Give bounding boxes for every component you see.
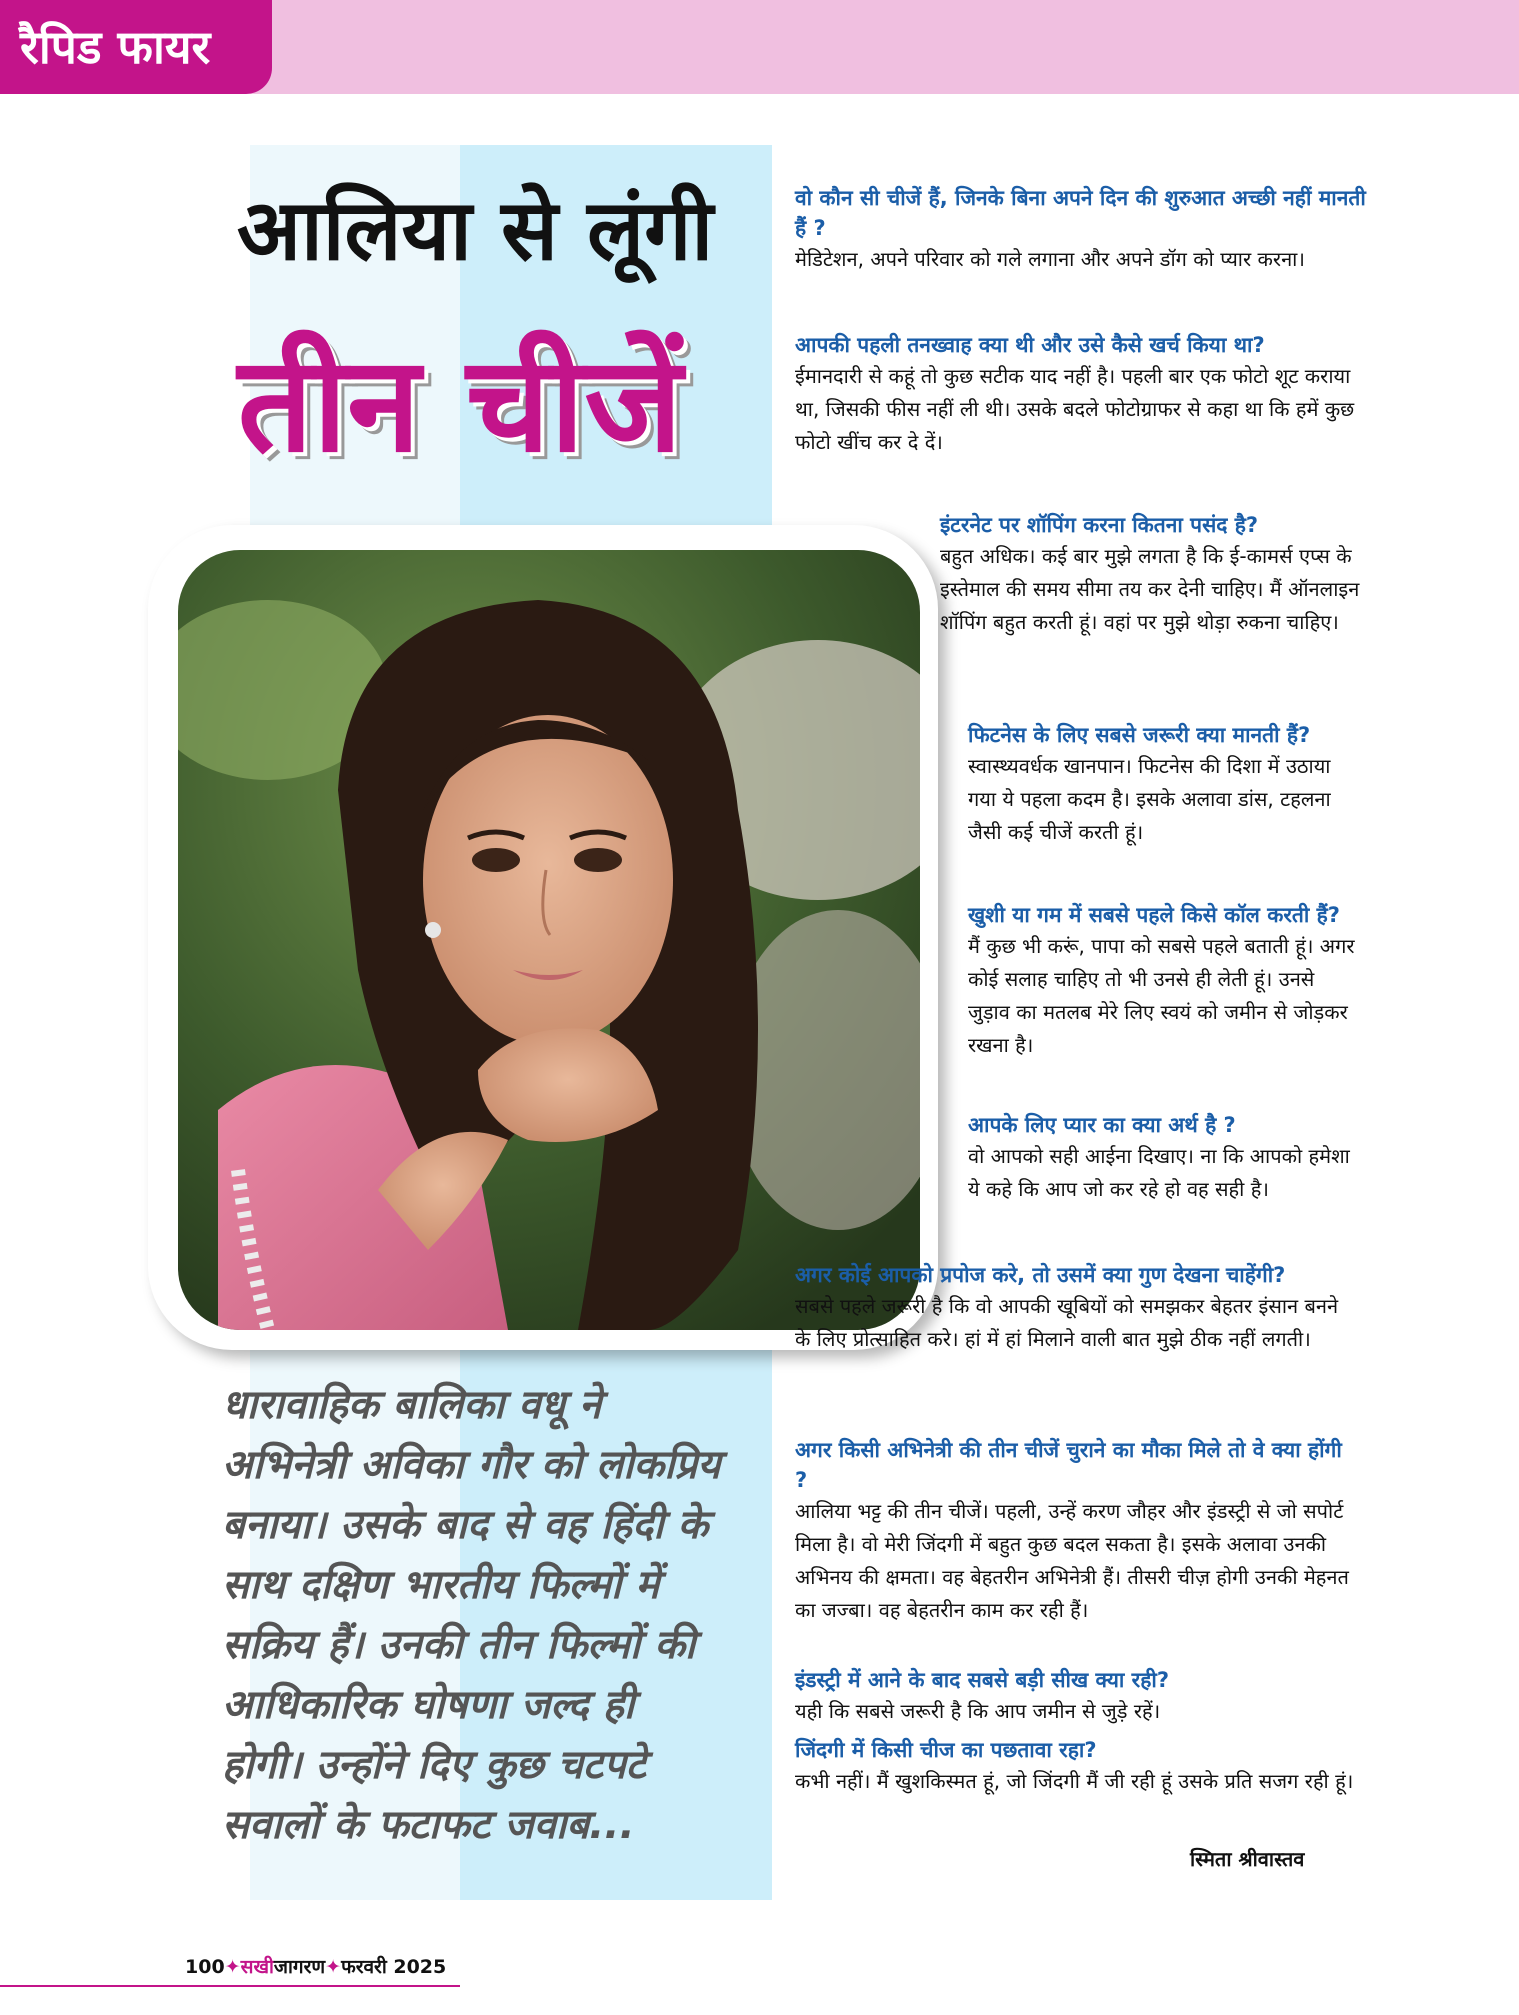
question-10: जिंदगी में किसी चीज का पछतावा रहा? — [795, 1738, 1097, 1762]
issue-month: फरवरी 2025 — [341, 1956, 447, 1978]
footer-rule — [0, 1985, 460, 1987]
answer-1: मेडिटेशन, अपने परिवार को गले लगाना और अपने डॉग को प्यार करना। — [795, 247, 1305, 271]
qa-block-5 — [968, 900, 1361, 1062]
answer-9: यही कि सबसे जरूरी है कि आप जमीन से जुड़े रहें। — [795, 1699, 1161, 1723]
author-byline: स्मिता श्रीवास्तव — [1190, 1847, 1305, 1871]
answer-10: कभी नहीं। मैं खुशकिस्मत हूं, जो जिंदगी मैं जी रही हूं उसके प्रति सजग रही हूं। — [795, 1769, 1354, 1793]
question-2: आपकी पहली तनख्वाह क्या थी और उसे कैसे खर्च किया था? — [795, 333, 1265, 357]
answer-4: स्वास्थ्यवर्धक खानपान। फिटनेस की दिशा में उठाया गया ये पहला कदम है। इसके अलावा डांस, टहलना जैसी कई चीजें करती हूं। — [968, 754, 1338, 844]
page-number: 100 — [185, 1956, 225, 1978]
qa-block-1 — [795, 183, 1380, 276]
question-5: खुशी या गम में सबसे पहले किसे कॉल करती हैं? — [968, 903, 1340, 927]
answer-3: बहुत अधिक। कई बार मुझे लगता है कि ई-कामर्स एप्स के इस्तेमाल की समय सीमा तय कर देनी चाहिए। मैं ऑनलाइन शॉपिंग बहुत करती हूं। वहां पर मुझे थोड़ा रुकना चाहिए। — [940, 544, 1366, 634]
qa-block-8 — [795, 1435, 1355, 1627]
headline-line-1: आलिया से लूंगी — [236, 181, 714, 279]
answer-2: ईमानदारी से कहूं तो कुछ सटीक याद नहीं है। पहली बार एक फोटो शूट कराया था, जिसकी फीस नहीं ली थी। उसके बदले फोटोग्राफर से कहा था कि हमें कुछ फोटो खींच कर दे दें। — [795, 364, 1361, 454]
intro-paragraph: धारावाहिक बालिका वधू ने अभिनेत्री अविका गौर को लोकप्रिय बनाया। उसके बाद से वह हिंदी के साथ दक्षिण भारतीय फिल्मों में सक्रिय हैं। उनकी तीन फिल्मों की आधिकारिक घोषणा जल्द ही होगी। उन्होंने दिए कुछ चटपटे सवालों के फटाफट जवाब... — [222, 1382, 721, 1848]
question-8: अगर किसी अभिनेत्री की तीन चीजें चुराने का मौका मिले तो वे क्या होंगी ? — [795, 1438, 1350, 1492]
star-icon: ✦ — [224, 1956, 241, 1978]
qa-block-7 — [795, 1260, 1355, 1356]
answer-5: मैं कुछ भी करूं, पापा को सबसे पहले बताती हूं। अगर कोई सलाह चाहिए तो भी उनसे ही लेती हूं। उनसे जुड़ाव का मतलब मेरे लिए स्वयं को जमीन से जोड़कर रखना है। — [968, 934, 1361, 1057]
brand-sakhi: सखी — [240, 1956, 274, 1978]
headline-line-2: तीन चीजें — [237, 328, 683, 482]
portrait-photo — [178, 550, 920, 1330]
qa-block-10 — [795, 1735, 1355, 1798]
answer-6: वो आपको सही आईना दिखाए। ना कि आपको हमेशा ये कहे कि आप जो कर रहे हो वह सही है। — [968, 1144, 1357, 1201]
qa-block-3 — [940, 510, 1366, 639]
qa-block-6 — [968, 1110, 1358, 1206]
answer-7: सबसे पहले जरूरी है कि वो आपकी खूबियों को समझकर बेहतर इंसान बनने के लिए प्रोत्साहित करे। हां में हां मिलाने वाली बात मुझे ठीक नहीं लगती। — [795, 1294, 1345, 1351]
qa-block-4 — [968, 720, 1358, 849]
qa-block-2 — [795, 330, 1361, 459]
section-label: रैपिड फायर — [0, 0, 272, 94]
question-6: आपके लिए प्यार का क्या अर्थ है ? — [968, 1113, 1236, 1137]
page-footer — [185, 1953, 446, 1979]
question-1: वो कौन सी चीजें हैं, जिनके बिना अपने दिन की शुरुआत अच्छी नहीं मानती हैं ? — [795, 186, 1374, 240]
question-4: फिटनेस के लिए सबसे जरूरी क्या मानती हैं? — [968, 723, 1311, 747]
question-3: इंटरनेट पर शॉपिंग करना कितना पसंद है? — [940, 513, 1259, 537]
star-icon: ✦ — [325, 1956, 342, 1978]
answer-8: आलिया भट्ट की तीन चीजें। पहली, उन्हें करण जौहर और इंडस्ट्री से जो सपोर्ट मिला है। वो मेरी जिंदगी में बहुत कुछ बदल सकता है। इसके अलावा उनकी अभिनय की क्षमता। वह बेहतरीन अभिनेत्री हैं। तीसरी चीज़ होगी उनकी मेहनत का जज्बा। वह बेहतरीन काम कर रही हैं। — [795, 1499, 1356, 1622]
question-9: इंडस्ट्री में आने के बाद सबसे बड़ी सीख क्या रही? — [795, 1668, 1169, 1692]
qa-block-9 — [795, 1665, 1355, 1728]
brand-jagran: जागरण — [273, 1956, 326, 1978]
question-7: अगर कोई आपको प्रपोज करे, तो उसमें क्या गुण देखना चाहेंगी? — [795, 1263, 1286, 1287]
